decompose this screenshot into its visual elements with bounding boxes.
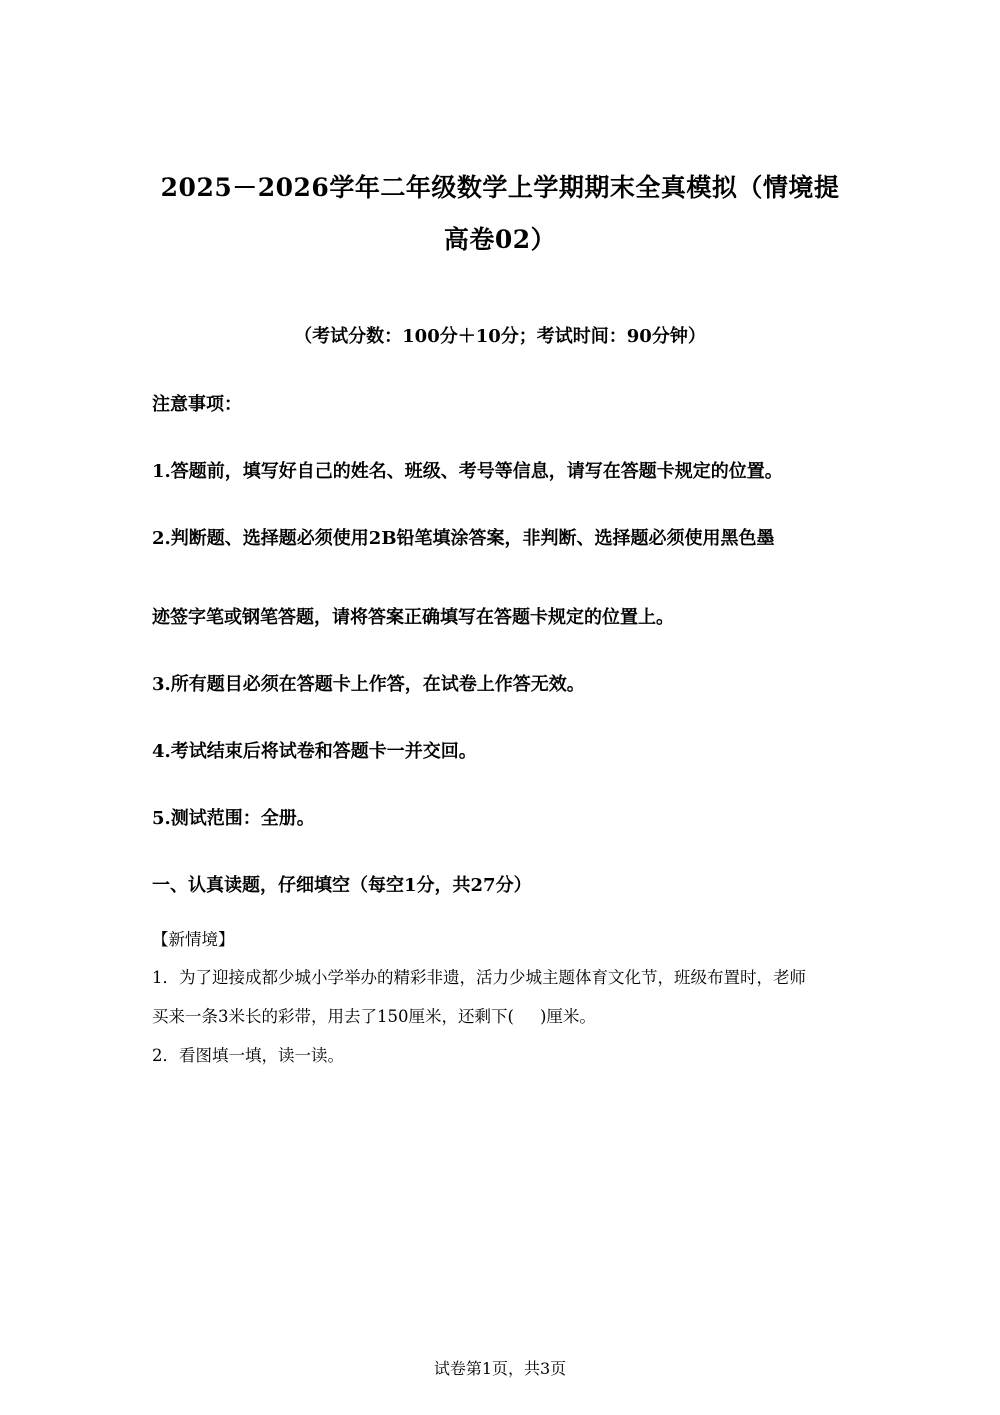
notice-item-2-line2: 迹签字笔或钢笔答题，请将答案正确填写在答题卡规定的位置上。 — [152, 607, 674, 628]
notice-item-5: 5.测试范围：全册。 — [152, 808, 315, 829]
question-1-line1: 1．为了迎接成都少城小学举办的精彩非遗，活力少城主题体育文化节，班级布置时，老师 — [152, 968, 806, 987]
page-footer: 试卷第1页，共3页 — [433, 1359, 567, 1378]
notice-item-4: 4.考试结束后将试卷和答题卡一并交回。 — [152, 741, 477, 762]
page-title-line1: 2025－2026学年二年级数学上学期期末全真模拟（情境提 — [160, 173, 840, 202]
notice-item-1: 1.答题前，填写好自己的姓名、班级、考号等信息，请写在答题卡规定的位置。 — [152, 461, 783, 482]
context-tag: 【新情境】 — [152, 930, 235, 949]
notice-item-3: 3.所有题目必须在答题卡上作答，在试卷上作答无效。 — [152, 674, 585, 695]
exam-info: （考试分数：100分＋10分；考试时间：90分钟） — [294, 326, 706, 347]
notice-heading: 注意事项： — [152, 394, 242, 415]
section-1-heading: 一、认真读题，仔细填空（每空1分，共27分） — [152, 875, 532, 896]
question-1-line2 — [152, 1003, 596, 1027]
page-title-line2: 高卷02） — [443, 225, 557, 254]
question-1-text-before-blank: 买来一条3米长的彩带，用去了150厘米，还剩下( — [152, 1007, 514, 1026]
question-2: 2．看图填一填，读一读。 — [152, 1046, 344, 1065]
question-1-text-after-blank: )厘米。 — [539, 1007, 596, 1026]
notice-item-2-line1: 2.判断题、选择题必须使用2B铅笔填涂答案，非判断、选择题必须使用黑色墨 — [152, 528, 775, 549]
